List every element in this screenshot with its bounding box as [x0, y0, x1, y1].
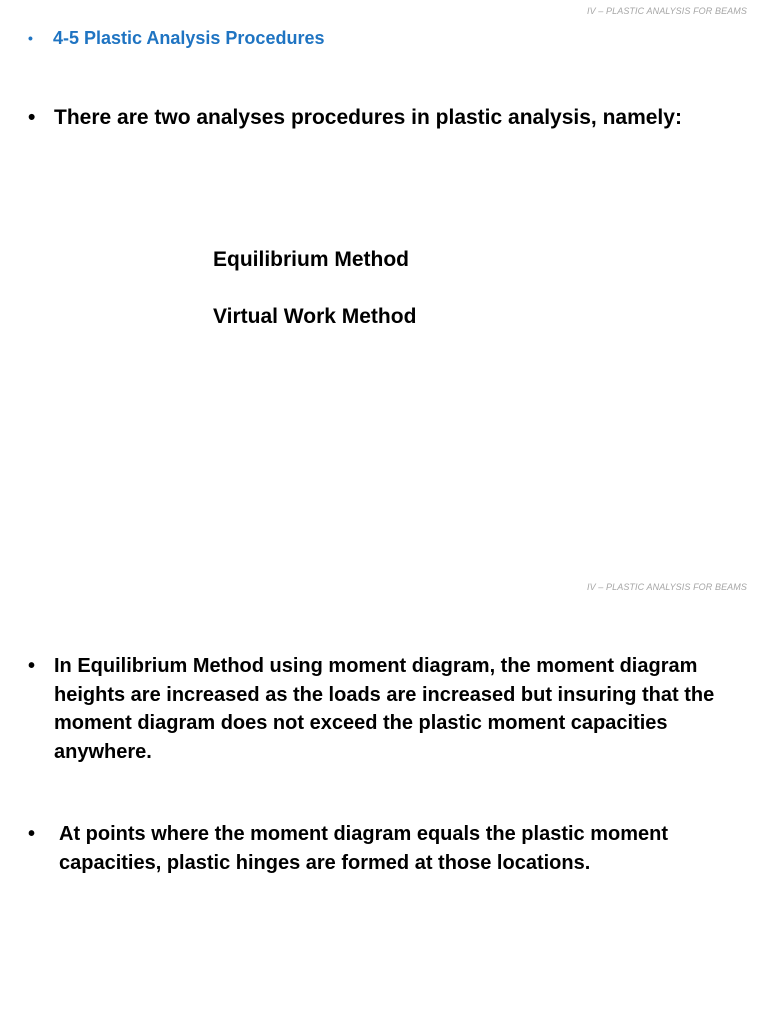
- paragraph-equilibrium-method: [28, 652, 728, 766]
- paragraph-text: In Equilibrium Method using moment diagram, the moment diagram heights are increased as the loads are increased but insuring that the moment diagram does not exceed the plastic moment capacities anywhere.: [54, 655, 715, 763]
- paragraph-text: At points where the moment diagram equals the plastic moment capacities, plastic hinges are formed at those locations.: [59, 823, 668, 874]
- bullet-icon: •: [28, 655, 36, 677]
- running-header: IV – PLASTIC ANALYSIS FOR BEAMS: [587, 6, 747, 16]
- bullet-icon: •: [28, 30, 33, 46]
- slide-2: [0, 576, 768, 1024]
- method-equilibrium: Equilibrium Method: [213, 248, 409, 271]
- intro-text: There are two analyses procedures in plastic analysis, namely:: [54, 106, 682, 129]
- bullet-icon: •: [28, 823, 36, 845]
- bullet-icon: •: [28, 106, 36, 129]
- intro-bullet: [28, 106, 728, 130]
- section-title: [28, 28, 324, 49]
- running-header: IV – PLASTIC ANALYSIS FOR BEAMS: [587, 582, 747, 592]
- method-virtual-work: Virtual Work Method: [213, 305, 417, 328]
- section-title-text: 4-5 Plastic Analysis Procedures: [53, 28, 325, 48]
- paragraph-plastic-hinges: [28, 820, 728, 877]
